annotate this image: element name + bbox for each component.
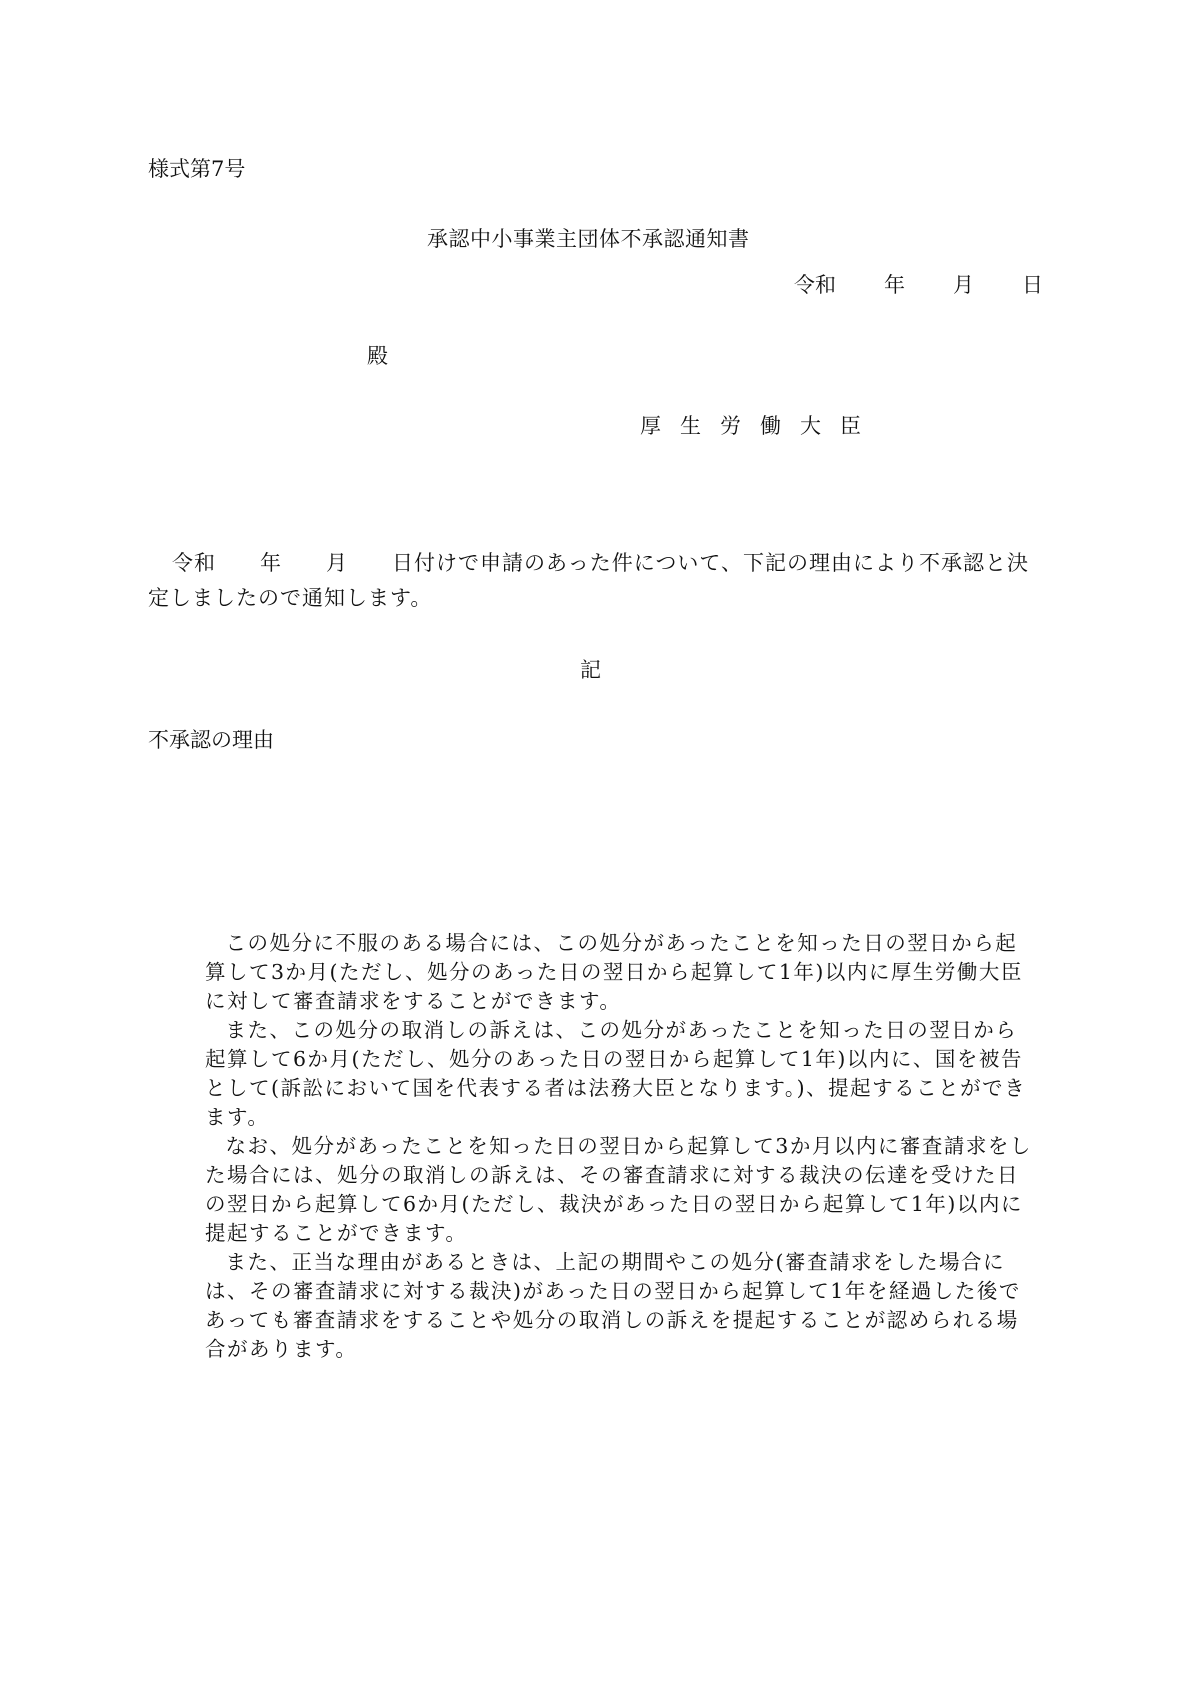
addressee-suffix: 殿 (367, 344, 388, 368)
appeal-paragraph: なお、処分があったことを知った日の翌日から起算して3か月以内に審査請求をした場合には、処分の取消しの訴えは、その審査請求に対する裁決の伝達を受けた日の翌日から起算して6か月(ただし、裁決があった日の翌日から起算して1年)以内に提起することができます。 (205, 1134, 1032, 1245)
document-title: 承認中小事業主団体不承認通知書 (427, 227, 750, 251)
date-era: 令和 (794, 273, 836, 297)
notice-body (148, 546, 1033, 616)
appeal-paragraph: また、この処分の取消しの訴えは、この処分があったことを知った日の翌日から起算して6か月(ただし、処分のあった日の翌日から起算して1年)以内に、国を被告として(訴訟において国を代表する者は法務大臣となります。)、提起することができます。 (205, 1018, 1027, 1129)
date-line (794, 269, 1043, 299)
ki-heading: 記 (580, 658, 601, 682)
notice-month-unit: 月 (326, 551, 348, 575)
date-year-unit: 年 (884, 273, 905, 297)
notice-year-unit: 年 (260, 551, 282, 575)
appeal-paragraph: また、正当な理由があるときは、上記の期間やこの処分(審査請求をした場合には、その審査請求に対する裁決)があった日の翌日から起算して1年を経過した後であっても審査請求をすることや処分の取消しの訴えを提起することが認められる場合があります。 (205, 1250, 1021, 1361)
date-day-unit: 日 (1022, 273, 1043, 297)
sender: 厚生労働大臣 (640, 414, 880, 438)
reason-heading: 不承認の理由 (148, 728, 274, 752)
date-month-unit: 月 (953, 273, 974, 297)
appeal-notice (205, 929, 1035, 1364)
notice-era: 令和 (172, 551, 216, 575)
form-number: 様式第7号 (148, 157, 246, 181)
appeal-paragraph: この処分に不服のある場合には、この処分があったことを知った日の翌日から起算して3か月(ただし、処分のあった日の翌日から起算して1年)以内に厚生労働大臣に対して審査請求をすることができます。 (205, 931, 1023, 1013)
notice-text: 日付けで申請のあった件について、下記の理由により不承認と決定しましたので通知します。 (148, 551, 1029, 610)
